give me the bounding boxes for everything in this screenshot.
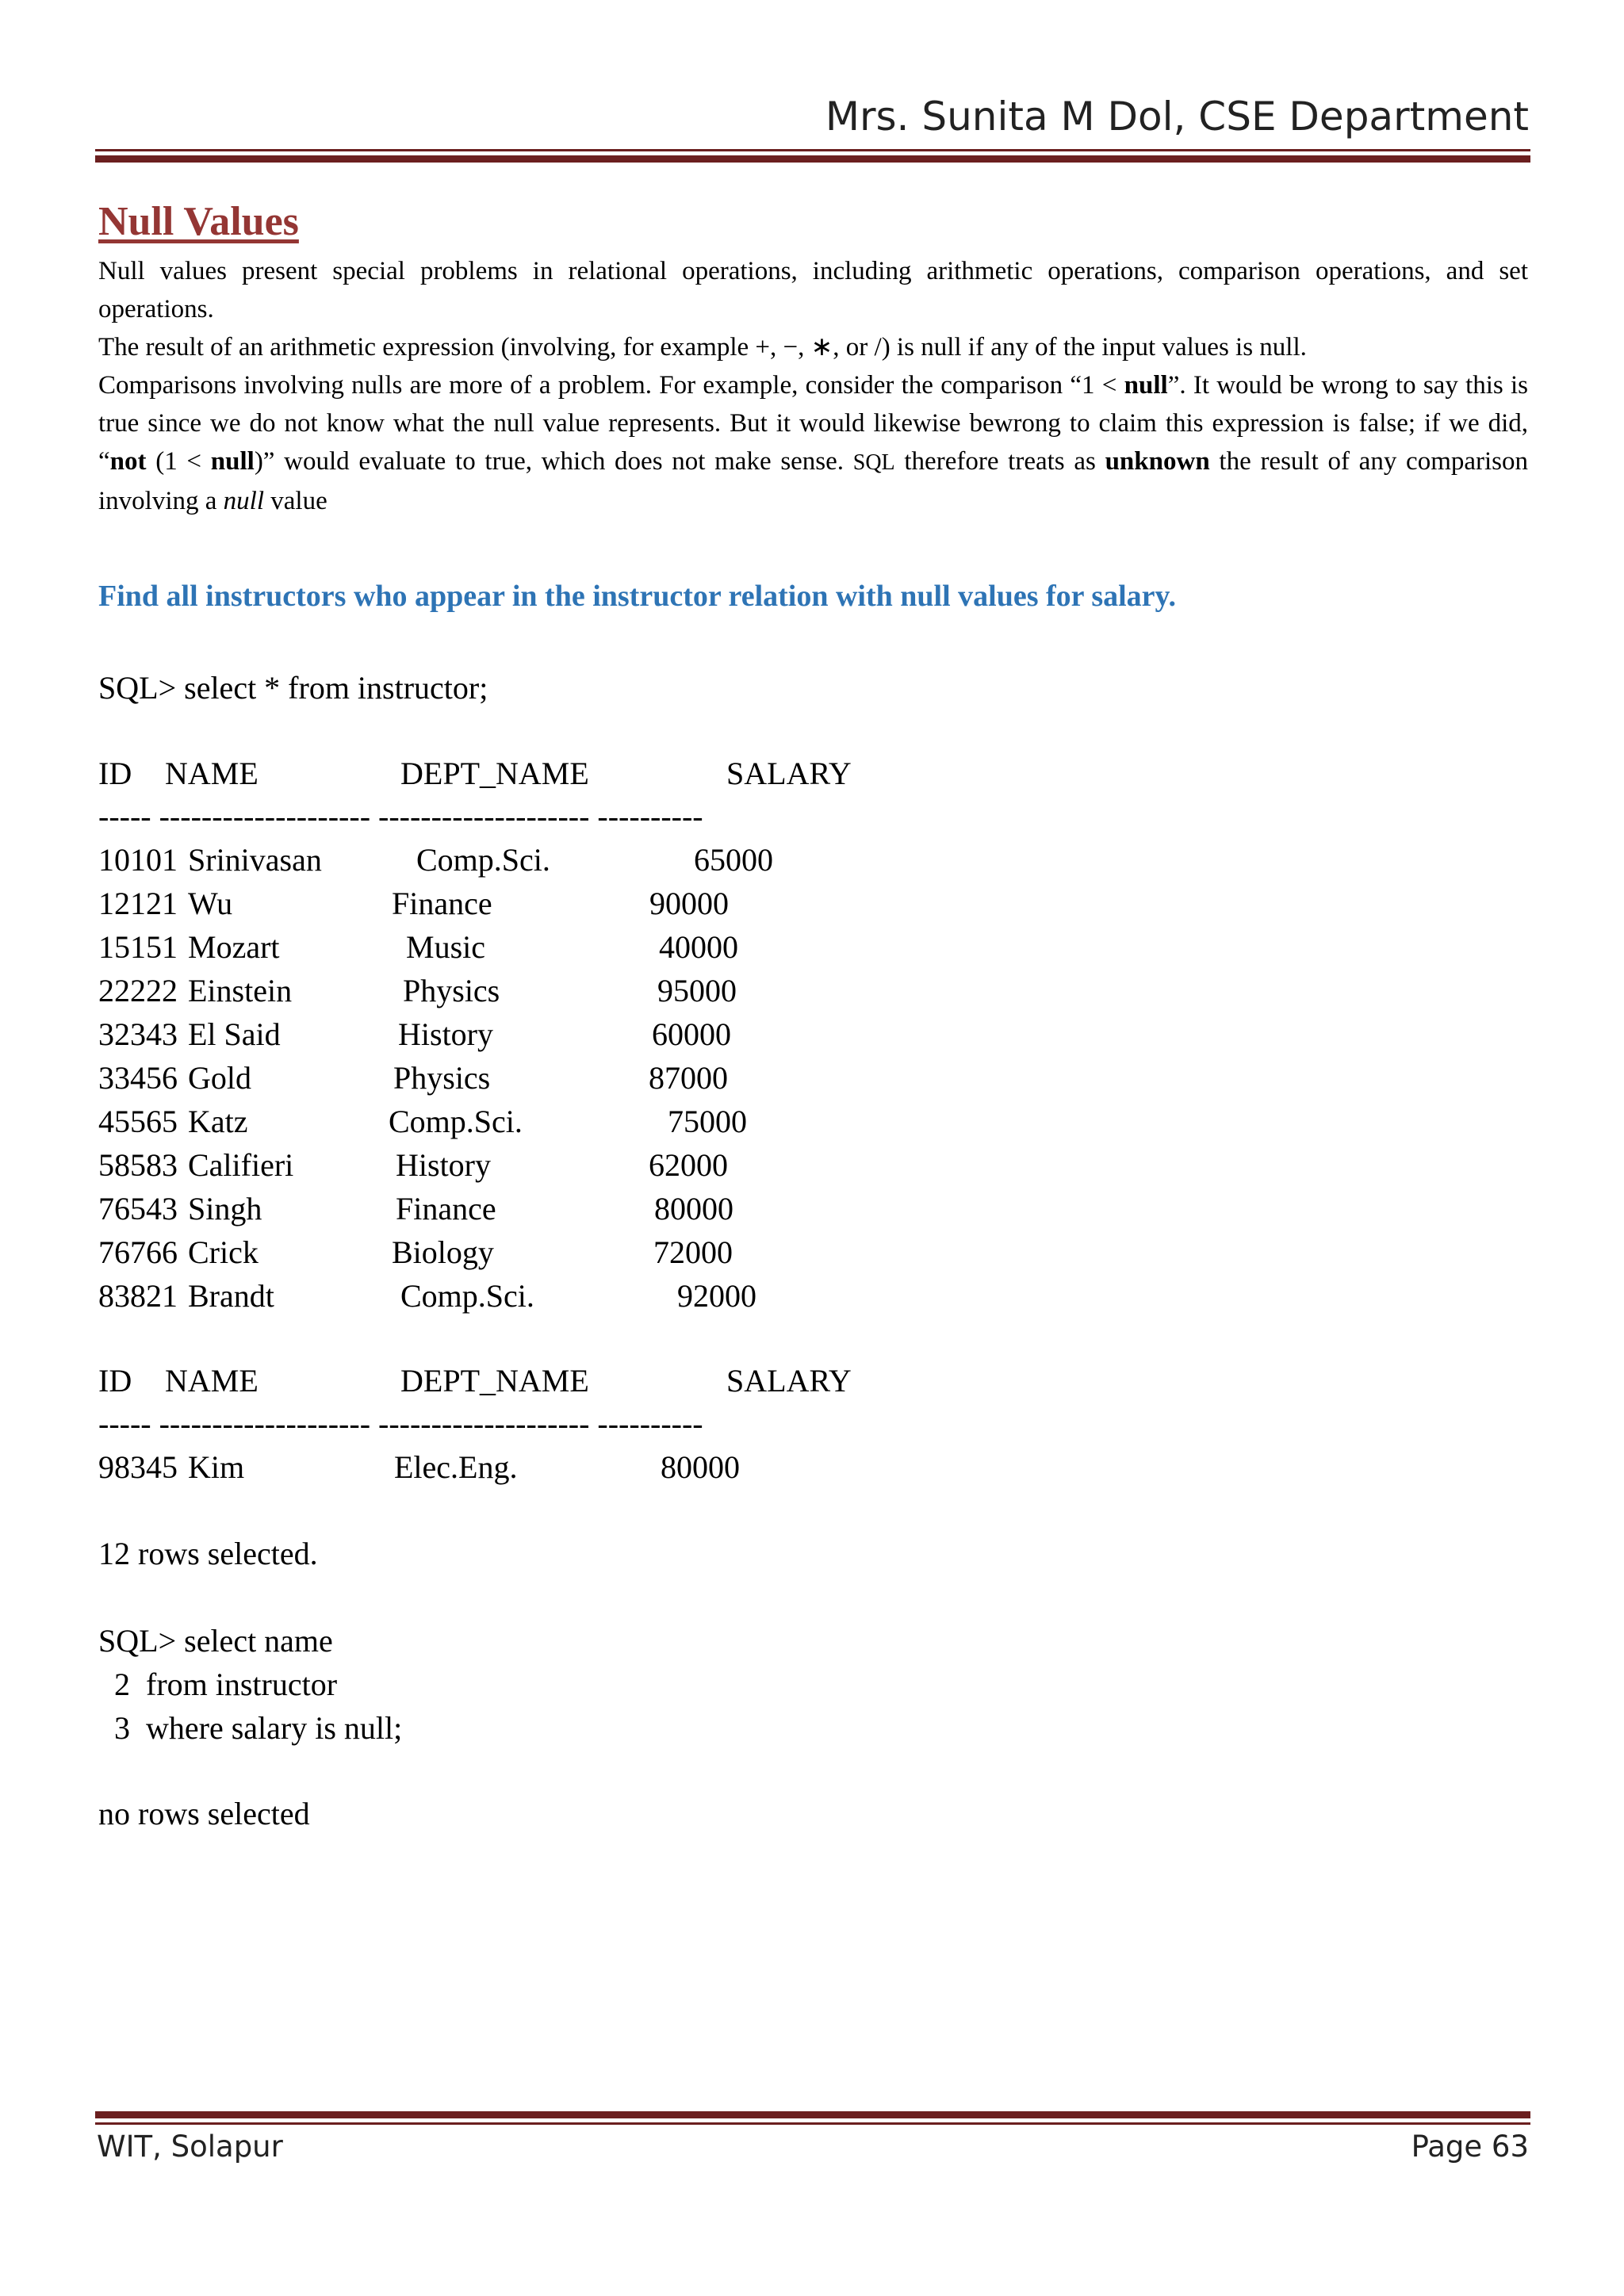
cell-dept: Elec.Eng.	[394, 1449, 518, 1485]
sql-smallcaps: SQL	[852, 450, 895, 475]
col-header-salary: SALARY	[726, 1363, 852, 1399]
cell-name: Katz	[188, 1104, 248, 1139]
text-run: ”. It would be wrong to say this is true since we do not know what the null value represents. But it would likewise bewrong to claim this expression is false; if we did, “	[98, 371, 1528, 476]
cell-name: Wu	[188, 886, 233, 921]
cell-name: Brandt	[188, 1278, 274, 1314]
cell-dept: History	[396, 1147, 491, 1183]
paragraph-1: Null values present special problems in relational operations, including arithmetic operations, comparison operations, and set operations.	[98, 257, 1528, 323]
cell-id: 15151	[98, 929, 178, 965]
sql-query-2-line-1: SQL> select name	[98, 1623, 333, 1659]
sql-query-1: SQL> select * from instructor;	[98, 670, 488, 706]
paragraph-3	[98, 366, 1528, 520]
col-header-name: NAME	[165, 756, 259, 791]
cell-dept: Comp.Sci.	[416, 842, 550, 878]
cell-name: Srinivasan	[188, 842, 322, 878]
column-separator: ----- -------------------- -------------------- ----------	[98, 798, 703, 834]
cell-salary: 40000	[659, 929, 738, 965]
cell-salary: 87000	[649, 1060, 728, 1096]
italic-run: null	[223, 487, 264, 515]
col-header-dept: DEPT_NAME	[400, 756, 589, 791]
footer-institution: WIT, Solapur	[97, 2130, 283, 2164]
cell-name: El Said	[188, 1016, 281, 1052]
text-run: the result of any comparison involving a	[98, 447, 1529, 515]
bold-run: not	[109, 447, 147, 476]
body-text	[98, 252, 1528, 520]
cell-name: Einstein	[188, 973, 293, 1008]
cell-id: 22222	[98, 973, 178, 1008]
cell-id: 83821	[98, 1278, 178, 1314]
cell-id: 10101	[98, 842, 178, 878]
cell-name: Crick	[188, 1234, 259, 1270]
no-rows-message: no rows selected	[98, 1796, 310, 1831]
paragraph-2: The result of an arithmetic expression (involving, for example +, −, ∗, or /) is null if any of the input values is null.	[98, 333, 1307, 362]
text-run: Comparisons involving nulls are more of a problem. For example, consider the comparison “1 <	[98, 371, 1124, 400]
cell-dept: History	[398, 1016, 493, 1052]
cell-id: 76543	[98, 1191, 178, 1226]
cell-salary: 95000	[657, 973, 737, 1008]
cell-dept: Biology	[392, 1234, 494, 1270]
cell-id: 45565	[98, 1104, 178, 1139]
cell-dept: Music	[406, 929, 485, 965]
page-header-author: Mrs. Sunita M Dol, CSE Department	[825, 94, 1529, 140]
cell-name: Kim	[188, 1449, 245, 1485]
footer-rule	[95, 2111, 1530, 2125]
section-title: Null Values	[98, 199, 299, 244]
cell-salary: 60000	[652, 1016, 731, 1052]
cell-id: 32343	[98, 1016, 178, 1052]
cell-id: 58583	[98, 1147, 178, 1183]
text-run: )” would evaluate to true, which does not make sense.	[254, 447, 853, 476]
col-header-id: ID	[98, 1363, 132, 1399]
bold-run: unknown	[1105, 447, 1210, 476]
cell-salary: 62000	[649, 1147, 728, 1183]
text-run: (1 <	[146, 447, 211, 476]
cell-dept: Physics	[393, 1060, 491, 1096]
text-run: value	[264, 487, 327, 515]
cell-dept: Finance	[392, 886, 492, 921]
cell-name: Califieri	[188, 1147, 294, 1183]
cell-salary: 65000	[694, 842, 773, 878]
bold-run: null	[210, 447, 255, 476]
cell-salary: 72000	[653, 1234, 733, 1270]
sql-query-2-line-2: 2 from instructor	[98, 1667, 338, 1702]
cell-name: Singh	[188, 1191, 262, 1226]
cell-id: 76766	[98, 1234, 178, 1270]
col-header-salary: SALARY	[726, 756, 852, 791]
cell-id: 98345	[98, 1449, 178, 1485]
col-header-name: NAME	[165, 1363, 259, 1399]
cell-dept: Finance	[396, 1191, 496, 1226]
cell-dept: Comp.Sci.	[400, 1278, 534, 1314]
text-run: therefore treats as	[894, 447, 1105, 476]
cell-name: Mozart	[188, 929, 280, 965]
cell-salary: 80000	[661, 1449, 740, 1485]
cell-id: 12121	[98, 886, 178, 921]
cell-name: Gold	[188, 1060, 251, 1096]
question-heading: Find all instructors who appear in the instructor relation with null values for salary.	[98, 580, 1176, 613]
cell-dept: Physics	[403, 973, 500, 1008]
cell-salary: 75000	[668, 1104, 747, 1139]
footer-page-number: Page 63	[1411, 2130, 1529, 2164]
col-header-id: ID	[98, 756, 132, 791]
cell-dept: Comp.Sci.	[389, 1104, 523, 1139]
cell-salary: 90000	[649, 886, 729, 921]
cell-salary: 80000	[654, 1191, 733, 1226]
bold-run: null	[1124, 371, 1168, 400]
column-separator: ----- -------------------- -------------------- ----------	[98, 1406, 703, 1441]
rows-selected-message: 12 rows selected.	[98, 1536, 318, 1571]
header-rule	[95, 149, 1530, 163]
cell-salary: 92000	[677, 1278, 756, 1314]
col-header-dept: DEPT_NAME	[400, 1363, 589, 1399]
sql-query-2-line-3: 3 where salary is null;	[98, 1710, 403, 1746]
cell-id: 33456	[98, 1060, 178, 1096]
